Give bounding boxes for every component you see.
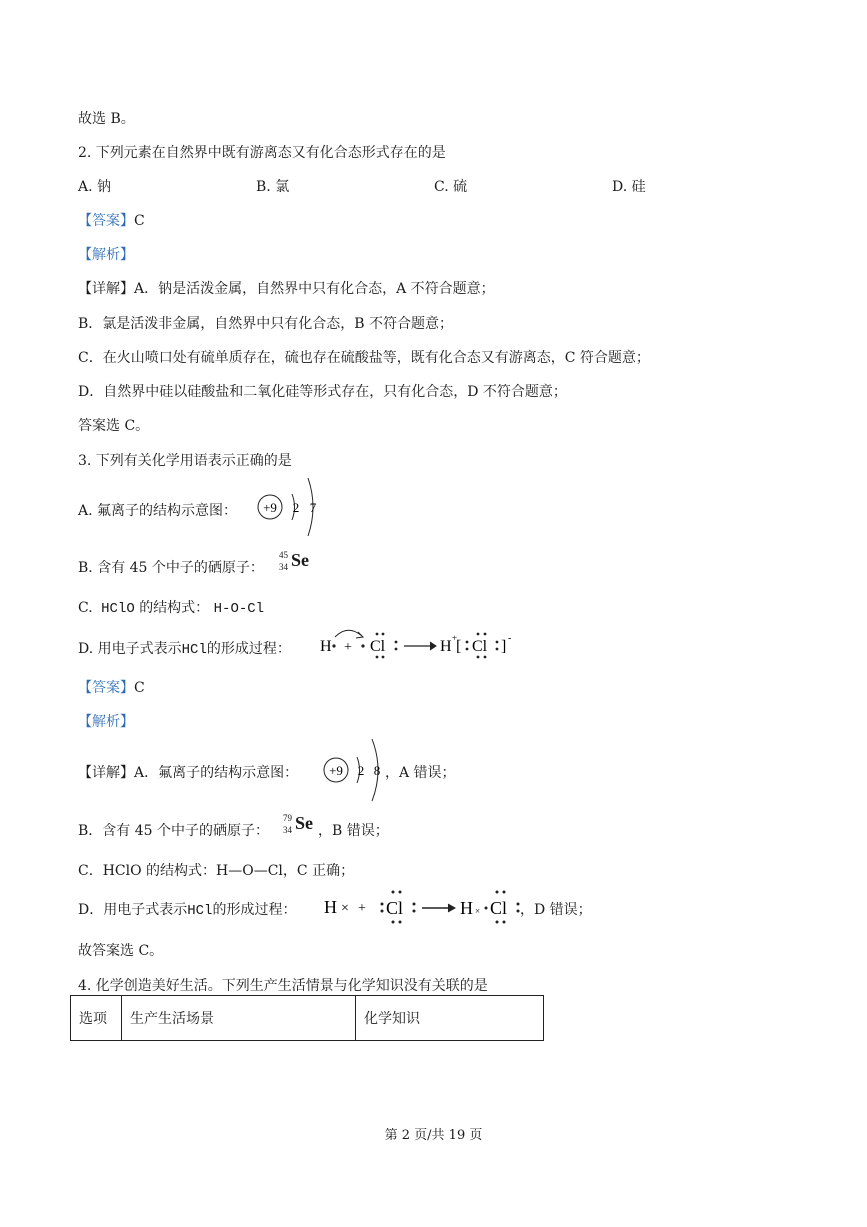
shared-cross: ×: [475, 906, 481, 916]
q3-conclusion: 故答案选 C。: [78, 943, 164, 959]
se-mass-number: 79: [283, 813, 292, 823]
plus-sign: +: [344, 640, 352, 655]
left-bracket: [: [456, 638, 462, 655]
nucleus-label: +9: [263, 500, 277, 515]
product-cl: Cl: [472, 638, 488, 655]
se-atomic-number: 34: [283, 825, 292, 835]
product-h: H: [460, 898, 473, 918]
detail-d-mid: 的形成过程：: [212, 902, 297, 918]
q2-answer: [78, 210, 145, 230]
hclo-structure: H-O-Cl: [213, 601, 265, 617]
se-symbol: Se: [295, 813, 313, 833]
hcl-formula: HCl: [181, 642, 207, 658]
answer-tag: 【答案】: [78, 213, 134, 229]
cl-atom: Cl: [370, 638, 386, 655]
shell-2-count: 8: [373, 763, 381, 778]
q3-detail-a-post: ，A 错误；: [385, 765, 456, 781]
product-cl: Cl: [490, 898, 508, 918]
table-header-scene: 生产生活场景: [122, 996, 356, 1041]
table-header-option: 选项: [71, 996, 122, 1041]
q3-detail-b: B．含有 45 个中子的硒原子：: [78, 823, 270, 839]
fluoride-structure-diagram: [252, 472, 332, 542]
q3-option-c: [78, 597, 264, 617]
h-atom: H: [320, 638, 332, 655]
table-header-knowledge: 化学知识: [356, 996, 544, 1041]
hcl-covalent-formation-diagram: [322, 884, 534, 928]
q3-option-a: A. 氟离子的结构示意图：: [78, 503, 238, 519]
q2-option-b: B. 氯: [256, 179, 290, 195]
q3-analysis-tag: 【解析】: [78, 714, 134, 730]
option-d-prefix: D. 用电子式表示: [78, 641, 182, 657]
detail-tag: 【详解】: [78, 765, 134, 781]
q2-detail-b: B．氯是活泼非金属，自然界中只有化合态，B 不符合题意；: [78, 316, 454, 332]
q2-detail-d: D．自然界中硅以硅酸盐和二氧化硅等形式存在，只有化合态，D 不符合题意；: [78, 384, 567, 400]
hcl-ionic-formation-diagram: [318, 622, 528, 668]
q3-answer: [78, 677, 145, 697]
q3-detail-c: C．HClO 的结构式：H—O—Cl，C 正确；: [78, 863, 355, 879]
hcl-formula: HCl: [187, 903, 213, 919]
q2-analysis-tag: 【解析】: [78, 247, 134, 263]
q2-detail-c: C．在火山喷口处有硫单质存在，硫也存在硫酸盐等，既有化合态又有游离态，C 符合题意；: [78, 350, 650, 366]
product-h: H: [440, 638, 452, 655]
plus-sign: +: [358, 901, 366, 916]
q2-conclusion: 答案选 C。: [78, 418, 150, 434]
q2-detail-a: [78, 278, 495, 298]
se-atomic-number: 34: [279, 562, 288, 572]
q3-detail-d-post: ，D 错误；: [520, 902, 592, 918]
q3-stem: 3. 下列有关化学用语表示正确的是: [78, 453, 292, 469]
page-footer: 第 2 页/共 19 页: [384, 1128, 483, 1143]
q2-option-c: C. 硫: [434, 179, 468, 195]
cl-charge: -: [508, 633, 512, 644]
q3-detail-b-post: ，B 错误；: [318, 823, 389, 839]
nucleus-label: +9: [329, 763, 343, 778]
detail-tag: 【详解】: [78, 281, 134, 297]
right-bracket: ]: [501, 638, 507, 655]
se-mass-number: 45: [279, 550, 288, 560]
answer-value: C: [134, 680, 145, 696]
shell-1-count: 2: [357, 763, 365, 778]
detail-d-prefix: D．用电子式表示: [78, 902, 188, 918]
q3-option-b: B. 含有 45 个中子的硒原子：: [78, 560, 264, 576]
option-d-mid: 的形成过程：: [206, 641, 291, 657]
hclo-formula: HClO: [101, 601, 135, 617]
table-header-row: [71, 996, 544, 1041]
q4-stem: 4. 化学创造美好生活。下列生产生活情景与化学知识没有关联的是: [78, 978, 488, 994]
h-charge: +: [452, 633, 458, 643]
q3-detail-d: [78, 899, 296, 919]
q2-option-d: D. 硅: [612, 179, 646, 195]
se-symbol: Se: [291, 550, 309, 570]
h-atom: H: [324, 897, 337, 917]
fluoride-ion-structure-diagram: [316, 735, 396, 805]
shell-2-count: 7: [309, 500, 317, 515]
q3-detail-a: [78, 762, 298, 782]
q3-option-d: [78, 638, 291, 658]
prev-conclusion: 故选 B。: [78, 111, 135, 127]
q2-option-a: A. 钠: [78, 179, 112, 195]
option-c-prefix: C.: [78, 600, 93, 616]
cl-atom: Cl: [386, 898, 404, 918]
answer-tag: 【答案】: [78, 680, 134, 696]
q4-table: [70, 995, 544, 1041]
answer-value: C: [134, 213, 145, 229]
shell-1-count: 2: [292, 500, 300, 515]
detail-text: A．氟离子的结构示意图：: [134, 765, 299, 781]
cross-electron: ×: [341, 901, 349, 916]
q2-stem: 2. 下列元素在自然界中既有游离态又有化合态形式存在的是: [78, 145, 446, 161]
detail-text: A．钠是活泼金属，自然界中只有化合态，A 不符合题意；: [134, 281, 495, 297]
option-c-mid: 的结构式：: [139, 600, 210, 616]
